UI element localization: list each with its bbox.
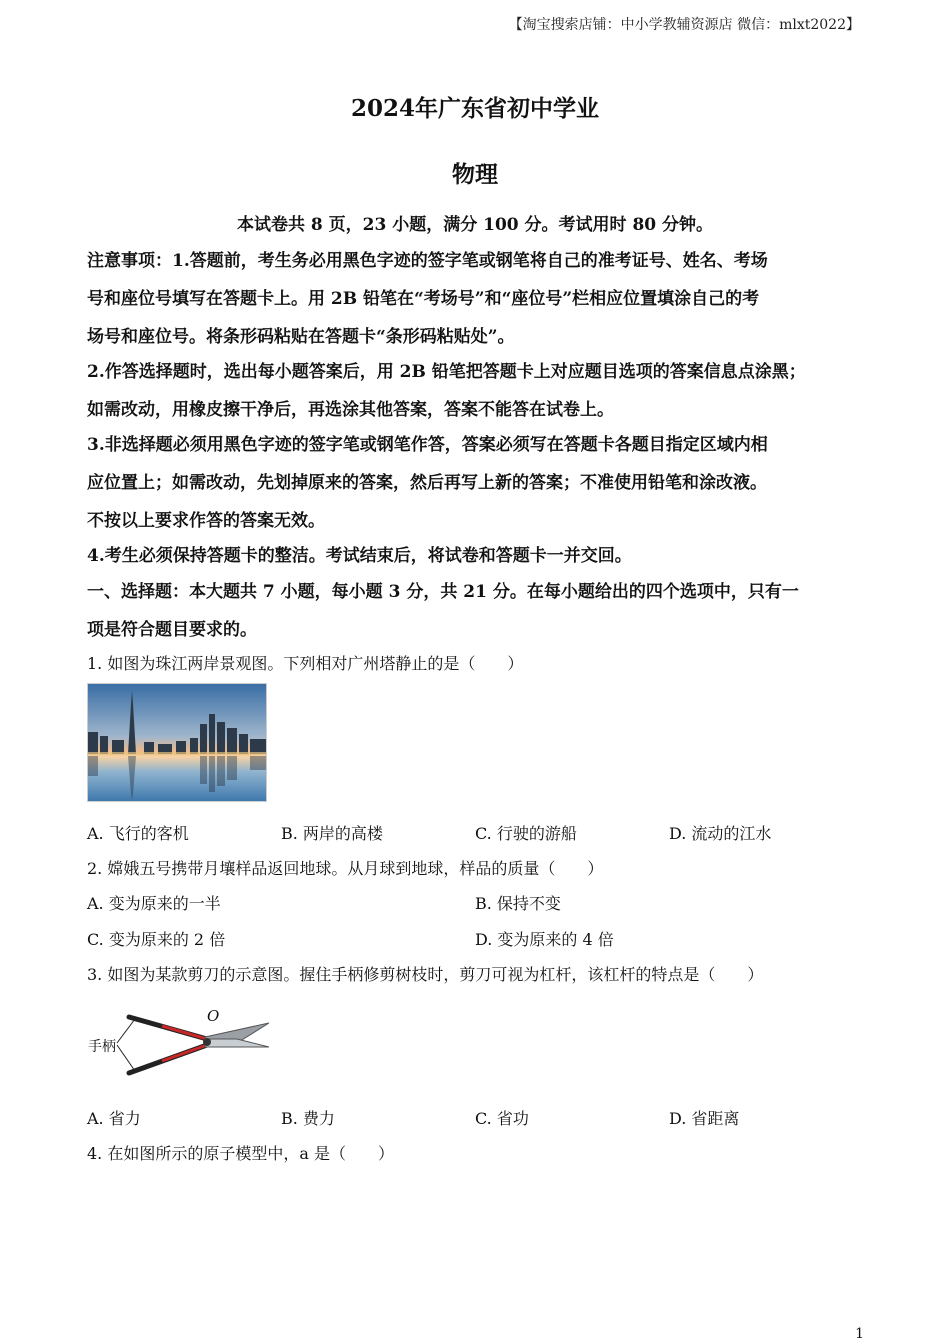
- q3-option-c: C. 省功: [475, 1109, 529, 1128]
- q1-option-d: D. 流动的江水: [669, 824, 772, 843]
- q2-option-c: C. 变为原来的 2 倍: [87, 930, 226, 949]
- notice-line: 2.作答选择题时，选出每小题答案后，用 2B 铅笔把答题卡上对应题目选项的答案信息点涂黑；: [87, 362, 806, 382]
- notice-line: 4.考生必须保持答题卡的整洁。考试结束后，将试卷和答题卡一并交回。: [87, 546, 632, 566]
- handle-label: 手柄: [88, 1039, 116, 1055]
- q3-option-b: B. 费力: [281, 1109, 335, 1128]
- notice-line: 场号和座位号。将条形码粘贴在答题卡“条形码粘贴处”。: [87, 327, 515, 347]
- pearl-river-photo: [87, 683, 267, 802]
- q2-option-a: A. 变为原来的一半: [87, 894, 221, 913]
- page-number: 1: [855, 1326, 864, 1342]
- q3-option-a: A. 省力: [87, 1109, 141, 1128]
- exam-title: 2024年广东省初中学业: [350, 95, 599, 122]
- exam-info: 本试卷共 8 页，23 小题，满分 100 分。考试用时 80 分钟。: [236, 215, 714, 235]
- pivot-label: O: [207, 1007, 220, 1025]
- q2-option-b: B. 保持不变: [475, 894, 561, 913]
- notice-line: 号和座位号填写在答题卡上。用 2B 铅笔在“考场号”和“座位号”栏相应位置填涂自己的考: [87, 289, 760, 309]
- question-1-stem: 1. 如图为珠江两岸景观图。下列相对广州塔静止的是（ ）: [87, 654, 524, 673]
- q2-option-d: D. 变为原来的 4 倍: [475, 930, 614, 949]
- shears-figure: [87, 1005, 272, 1083]
- notice-line: 应位置上；如需改动，先划掉原来的答案，然后再写上新的答案；不准使用铅笔和涂改液。: [87, 473, 767, 493]
- question-4-stem: 4. 在如图所示的原子模型中，a 是（ ）: [87, 1144, 394, 1163]
- section-heading: 一、选择题：本大题共 7 小题，每小题 3 分，共 21 分。在每小题给出的四个选项中，只有一: [87, 582, 799, 602]
- q1-option-c: C. 行驶的游船: [475, 824, 577, 843]
- header-note: 【淘宝搜索店铺：中小学教辅资源店 微信：mlxt2022】: [508, 17, 860, 33]
- q1-option-b: B. 两岸的高楼: [281, 824, 383, 843]
- notice-line: 注意事项：1.答题前，考生务必用黑色字迹的签字笔或钢笔将自己的准考证号、姓名、考场: [87, 251, 768, 271]
- section-heading: 项是符合题目要求的。: [87, 620, 257, 640]
- notice-line: 3.非选择题必须用黑色字迹的签字笔或钢笔作答，答案必须写在答题卡各题目指定区域内相: [87, 435, 768, 455]
- question-2-stem: 2. 嫦娥五号携带月壤样品返回地球。从月球到地球，样品的质量（ ）: [87, 859, 604, 878]
- question-3-stem: 3. 如图为某款剪刀的示意图。握住手柄修剪树枝时，剪刀可视为杠杆，该杠杆的特点是（ ）: [87, 965, 764, 984]
- subject-title: 物理: [452, 161, 498, 188]
- q3-option-d: D. 省距离: [669, 1109, 740, 1128]
- q1-option-a: A. 飞行的客机: [87, 824, 189, 843]
- notice-line: 如需改动，用橡皮擦干净后，再选涂其他答案，答案不能答在试卷上。: [87, 400, 614, 420]
- notice-line: 不按以上要求作答的答案无效。: [87, 511, 325, 531]
